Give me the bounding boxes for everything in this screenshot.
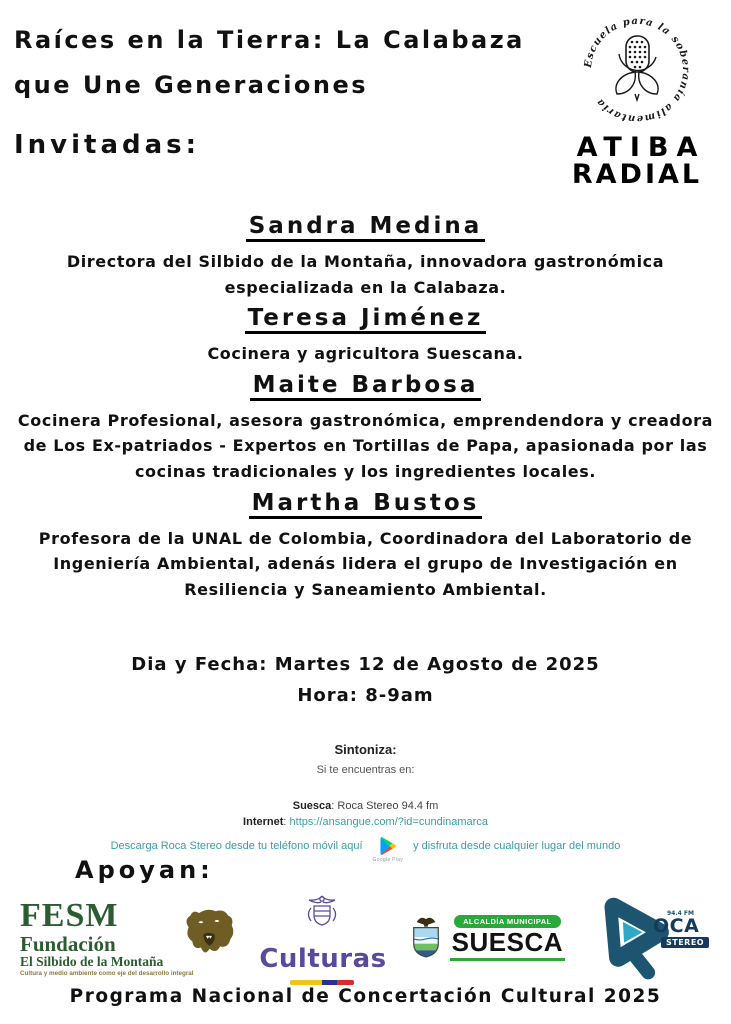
guest-description: Cocinera y agricultora Suescana. <box>207 344 524 364</box>
roca-fm-label: 94.4 FM <box>666 910 694 917</box>
fesm-acronym: FESM <box>20 896 119 934</box>
roca-stereo-logo <box>593 892 711 984</box>
invitadas-label: Invitadas: <box>14 130 201 160</box>
roca-oca-label: OCA <box>652 915 700 937</box>
colombia-flag-bar <box>290 980 354 985</box>
corn-microphone-icon <box>616 36 658 100</box>
schedule-time: Hora: 8-9am <box>297 684 434 706</box>
radio-label: Suesca <box>292 800 332 812</box>
suesca-logo <box>409 914 569 962</box>
guest-block <box>13 367 718 485</box>
internet-label: Internet <box>243 816 284 828</box>
tune-in-section <box>0 742 731 863</box>
guest-description: Cocinera Profesional, asesora gastronómica, emprendendora y creadora de Los Ex-patriados - Expertos en Tortillas de Papa, apasionada por las cocinas tradicionales y los ingredientes locales. <box>17 410 714 481</box>
download-text-after: y disfruta desde cualquier lugar del mundo <box>413 840 621 852</box>
title-line1: Raíces en la Tierra: La Calabaza <box>14 26 525 54</box>
suesca-wordmark: SUESCA <box>450 928 565 961</box>
fesm-fundacion: Fundación <box>20 931 116 956</box>
tunein-subheading: Si te encuentras en: <box>316 764 415 776</box>
suesca-text-block <box>450 915 565 961</box>
guest-name: Martha Bustos <box>249 490 483 519</box>
page-title <box>14 18 574 108</box>
radio-station-line <box>0 800 731 812</box>
guest-name: Maite Barbosa <box>250 372 482 401</box>
logo-circle-text: Escuela para la soberanía alimentaria <box>582 15 692 125</box>
coat-of-arms-icon <box>297 892 347 938</box>
culturas-logo <box>259 892 387 985</box>
fesm-text-block <box>20 896 194 977</box>
atiba-radial-wordmark <box>557 134 717 188</box>
culturas-wordmark: Culturas <box>259 943 387 974</box>
internet-separator: : <box>283 816 290 828</box>
roca-text-block <box>653 910 709 948</box>
google-play-icon[interactable] <box>378 836 398 856</box>
apoyan-heading: Apoyan: <box>75 856 214 884</box>
suesca-shield-icon <box>409 914 443 962</box>
escuela-soberania-logo <box>577 10 697 130</box>
fesm-silbido: El Silbido de la Montaña <box>20 953 164 969</box>
guest-block <box>13 208 718 300</box>
download-text-before: Descarga Roca Stereo desde tu teléfono móvil aquí <box>110 840 363 852</box>
guest-list <box>13 208 718 602</box>
fesm-logo <box>20 896 235 977</box>
footer-program-text: Programa Nacional de Concertación Cultural 2025 <box>69 986 662 1007</box>
wordmark-radial: RADIAL <box>571 159 703 190</box>
fesm-tagline: Cultura y medio ambiente como eje del desarrollo integral <box>20 969 194 977</box>
alcaldia-municipal-pill: ALCALDÍA MUNICIPAL <box>454 915 560 928</box>
header <box>14 18 574 160</box>
atiba-radial-brand <box>557 10 717 188</box>
guest-name: Teresa Jiménez <box>245 305 487 334</box>
roca-stereo-label: STEREO <box>661 937 709 948</box>
google-play-caption: Google Play <box>372 857 404 863</box>
guest-block <box>13 300 718 367</box>
schedule <box>0 650 731 711</box>
guest-block <box>13 485 718 603</box>
corn-kernels <box>629 41 647 69</box>
guest-description: Directora del Silbido de la Montaña, innovadora gastronómica especializada en la Calabaza. <box>66 252 665 297</box>
guest-description: Profesora de la UNAL de Colombia, Coordinadora del Laboratorio de Ingeniería Ambiental, adenás lidera el grupo de Investigación en Resiliencia y Saneamiento Ambiental. <box>38 528 693 599</box>
radio-value: : Roca Stereo 94.4 fm <box>331 800 439 812</box>
schedule-date: Dia y Fecha: Martes 12 de Agosto de 2025 <box>131 654 600 675</box>
internet-line <box>0 816 731 828</box>
tunein-heading: Sintoniza: <box>334 742 397 757</box>
guest-name: Sandra Medina <box>246 213 486 242</box>
sponsor-logo-row <box>20 888 711 988</box>
google-play-badge[interactable] <box>373 836 404 863</box>
wordmark-atiba: ATIBA <box>576 132 706 163</box>
internet-link[interactable]: https://ansangue.com/?id=cundinamarca <box>289 816 488 828</box>
title-line2: que Une Generaciones <box>14 71 369 99</box>
